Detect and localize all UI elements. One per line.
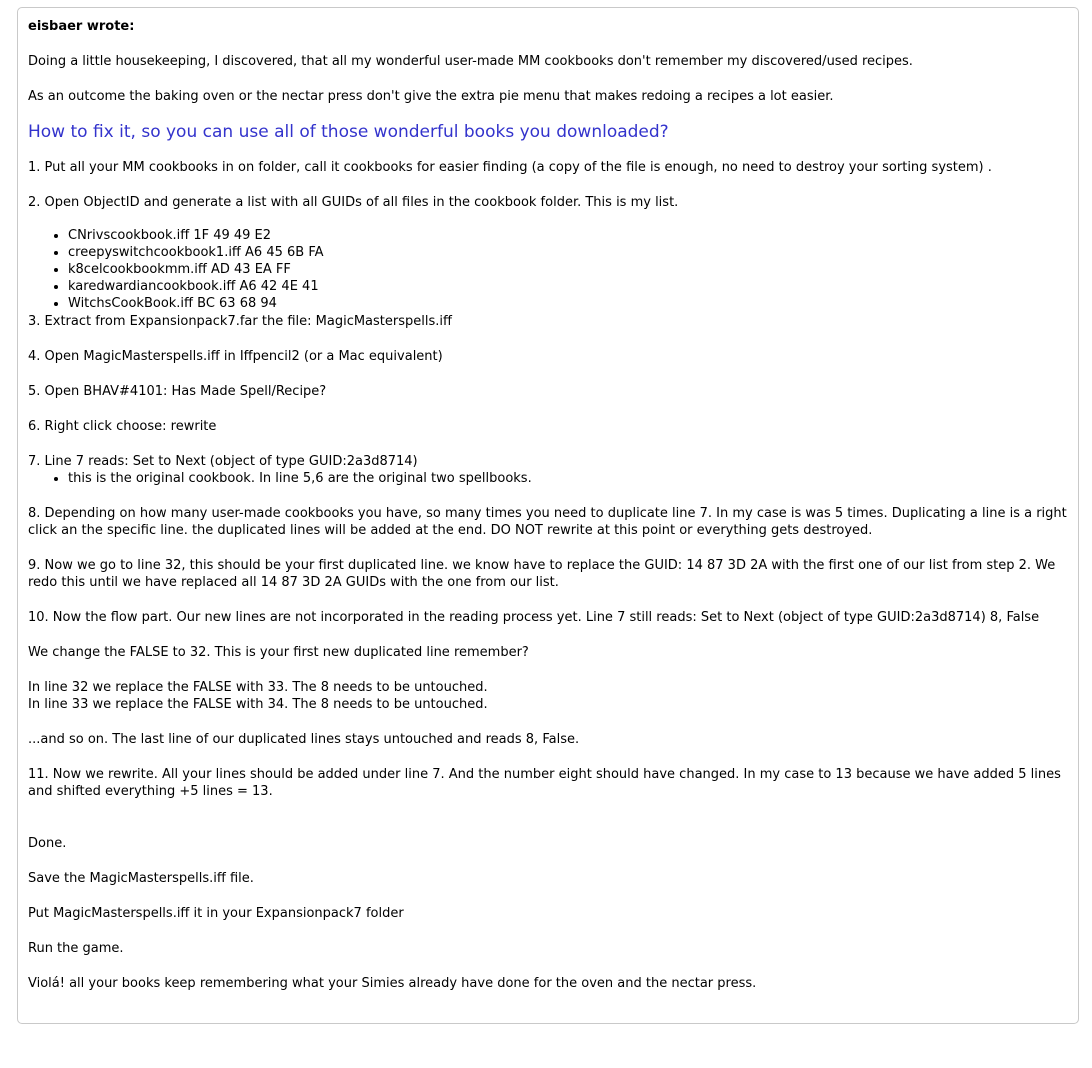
list-item: • CNrivscookbook.iff 1F 49 49 E2	[68, 227, 1068, 244]
step-2: 2. Open ObjectID and generate a list with all GUIDs of all files in the cookbook folder. This is my list.	[28, 195, 679, 210]
quote-box	[17, 7, 1079, 1024]
list-item: • WitchsCookBook.iff BC 63 68 94	[68, 295, 1068, 312]
change-false-paragraph: We change the FALSE to 32. This is your first new duplicated line remember?	[28, 645, 529, 660]
step-4: 4. Open MagicMasterspells.iff in Iffpencil2 (or a Mac equivalent)	[28, 349, 443, 364]
done-paragraph: Done.	[28, 836, 67, 851]
and-so-on-paragraph: ...and so on. The last line of our duplicated lines stays untouched and reads 8, False.	[28, 732, 580, 747]
step-11: 11. Now we rewrite. All your lines should be added under line 7. And the number eight should have changed. In my case to 13 because we have added 5 lines and shifted everything +5 lines = 13.	[28, 767, 1061, 799]
intro-paragraph-2: As an outcome the baking oven or the nectar press don't give the extra pie menu that makes redoing a recipes a lot easier.	[28, 89, 834, 104]
run-paragraph: Run the game.	[28, 941, 124, 956]
step-7-note-list	[28, 470, 1068, 487]
step-6: 6. Right click choose: rewrite	[28, 419, 217, 434]
step-1: 1. Put all your MM cookbooks in on folder, call it cookbooks for easier finding (a copy of the file is enough, no need to destroy your sorting system) .	[28, 160, 992, 175]
step-7: 7. Line 7 reads: Set to Next (object of type GUID:2a3d8714)	[28, 454, 418, 469]
list-item: • k8celcookbookmm.iff AD 43 EA FF	[68, 261, 1068, 278]
step-3: 3. Extract from Expansionpack7.far the file: MagicMasterspells.iff	[28, 314, 452, 329]
list-item: • karedwardiancookbook.iff A6 42 4E 41	[68, 278, 1068, 295]
put-paragraph: Put MagicMasterspells.iff it in your Expansionpack7 folder	[28, 906, 404, 921]
step-5: 5. Open BHAV#4101: Has Made Spell/Recipe?	[28, 384, 327, 399]
guid-list	[28, 227, 1068, 312]
step-10: 10. Now the flow part. Our new lines are not incorporated in the reading process yet. Line 7 still reads: Set to Next (object of type GUID:2a3d8714) 8, False	[28, 610, 1040, 625]
list-item: • creepyswitchcookbook1.iff A6 45 6B FA	[68, 244, 1068, 261]
step-9: 9. Now we go to line 32, this should be your first duplicated line. we know have to replace the GUID: 14 87 3D 2A with the first one of our list from step 2. We redo this until we have replaced all 14 87 3D 2A GUIDs with the one from our list.	[28, 558, 1056, 590]
line-33-paragraph: In line 33 we replace the FALSE with 34. The 8 needs to be untouched.	[28, 697, 488, 712]
list-item: • this is the original cookbook. In line 5,6 are the original two spellbooks.	[68, 470, 1068, 487]
section-heading: How to fix it, so you can use all of those wonderful books you downloaded?	[28, 122, 669, 142]
step-8: 8. Depending on how many user-made cookbooks you have, so many times you need to duplicate line 7. In my case is was 5 times. Duplicating a line is a right click an the specific line. the duplicated lines will be added at the end. DO NOT rewrite at this point or everything gets destroyed.	[28, 506, 1067, 538]
line-32-paragraph: In line 32 we replace the FALSE with 33. The 8 needs to be untouched.	[28, 680, 488, 695]
intro-paragraph-1: Doing a little housekeeping, I discovered, that all my wonderful user-made MM cookbooks don't remember my discovered/used recipes.	[28, 54, 913, 69]
save-paragraph: Save the MagicMasterspells.iff file.	[28, 871, 254, 886]
viola-paragraph: Violá! all your books keep remembering what your Simies already have done for the oven and the nectar press.	[28, 976, 757, 991]
quote-author: eisbaer wrote:	[28, 19, 135, 34]
